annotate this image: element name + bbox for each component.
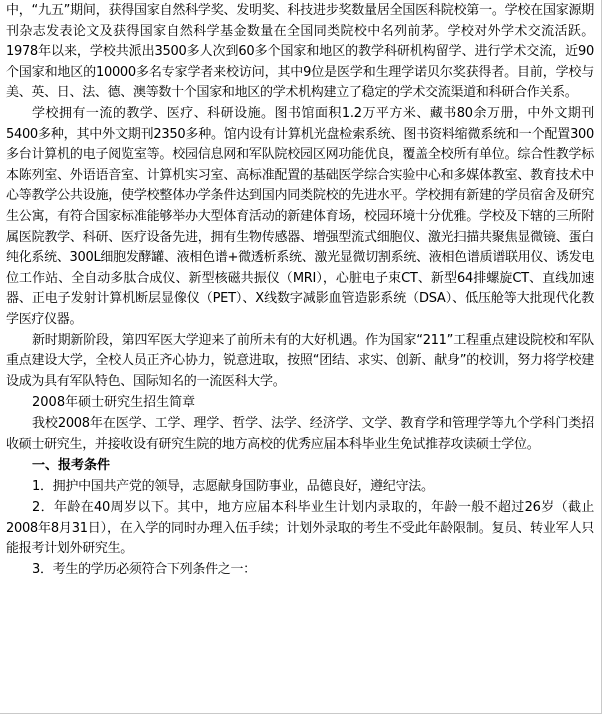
- requirement-item-3: 3．考生的学历必须符合下列条件之一：: [32, 561, 256, 577]
- enrollment-title: 2008年硕士研究生招生简章: [32, 395, 196, 411]
- paragraph-facilities: 学校拥有一流的教学、医疗、科研设施。图书馆面积1.2万平方米、藏书80余万册，中外文期刊5400多种，其中外文期刊2350多种。馆内设有计算机光盘检索系统、图书资料缩微系统和一个配置300多台计算机的电子阅览室等。校园信息网和军队院校园区网功能优良，覆盖全校所有单位。综合性教学标本陈列室、外语语音室、计算机实习室、高标准配置的基础医学综合实验中心和多媒体教室、教育技术中心等教学公共设施，使学校整体办学条件达到国内同类院校的先进水平。学校拥有新建的学员宿舍及研究生公寓，有符合国家标准能够举办大型体育活动的新建体育场，校园环境十分优雅。学校及下辖的三所附属医院教学、科研、医疗设备先进，拥有生物传感器、增强型流式细胞仪、激光扫描共聚焦显微镜、蛋白纯化系统、300L细胞发酵罐、液相色谱+微透析系统、激光显微切割系统、液相色谱质谱联用仪、诱发电位工作站、全自动多肽合成仪、新型核磁共振仪（MRI），心脏电子束CT、新型64排螺旋CT、直线加速器、正电子发射计算机断层显像仪（PET）、X线数字减影血管造影系统（DSA）、低压舱等大批现代化教学医疗仪器。: [6, 105, 594, 327]
- paragraph-new-era: 新时期新阶段，第四军医大学迎来了前所未有的大好机遇。作为国家“211”工程重点建设院校和军队重点建设大学，全校人员正齐心协力，锐意进取，按照“团结、求实、创新、献身”的校训，努力将学校建设成为具有军队特色、国际知名的一流医科大学。: [6, 332, 594, 389]
- section-heading-requirements: 一、报考条件: [32, 458, 111, 474]
- paragraph-enrollment-intro: 我校2008年在医学、工学、理学、哲学、法学、经济学、文学、教育学和管理学等九个学科门类招收硕士研究生，并接收设有研究生院的地方高校的优秀应届本科毕业生免试推荐攻读硕士学位。: [6, 416, 594, 452]
- requirement-item-1: 1．拥护中国共产党的领导，志愿献身国防事业，品德良好，遵纪守法。: [32, 479, 434, 495]
- requirement-item-2: 2．年龄在40周岁以下。其中，地方应届本科毕业生计划内录取的，年龄一般不超过26岁（截止2008年8月31日），在入学的同时办理入伍手续；计划外录取的考生不受此年龄限制。复员、转业军人只能报考计划外研究生。: [6, 500, 594, 557]
- paragraph-research-exchange: 中，“九五”期间，获得国家自然科学奖、发明奖、科技进步奖数量居全国医科院校第一。学校在国家源期刊杂志发表论文及获得国家自然科学基金数量在全国同类院校中名列前茅。学校对外学术交流活跃。1978年以来，学校共派出3500多人次到60多个国家和地区的教学科研机构留学、进行学术交流，近90个国家和地区的10000多名专家学者来校访问，其中9位是医学和生理学诺贝尔奖获得者。目前，学校与美、英、日、法、德、澳等数十个国家和地区的学术机构建立了稳定的学术交流渠道和科研合作关系。: [6, 3, 594, 101]
- article-body: [6, 1, 594, 580]
